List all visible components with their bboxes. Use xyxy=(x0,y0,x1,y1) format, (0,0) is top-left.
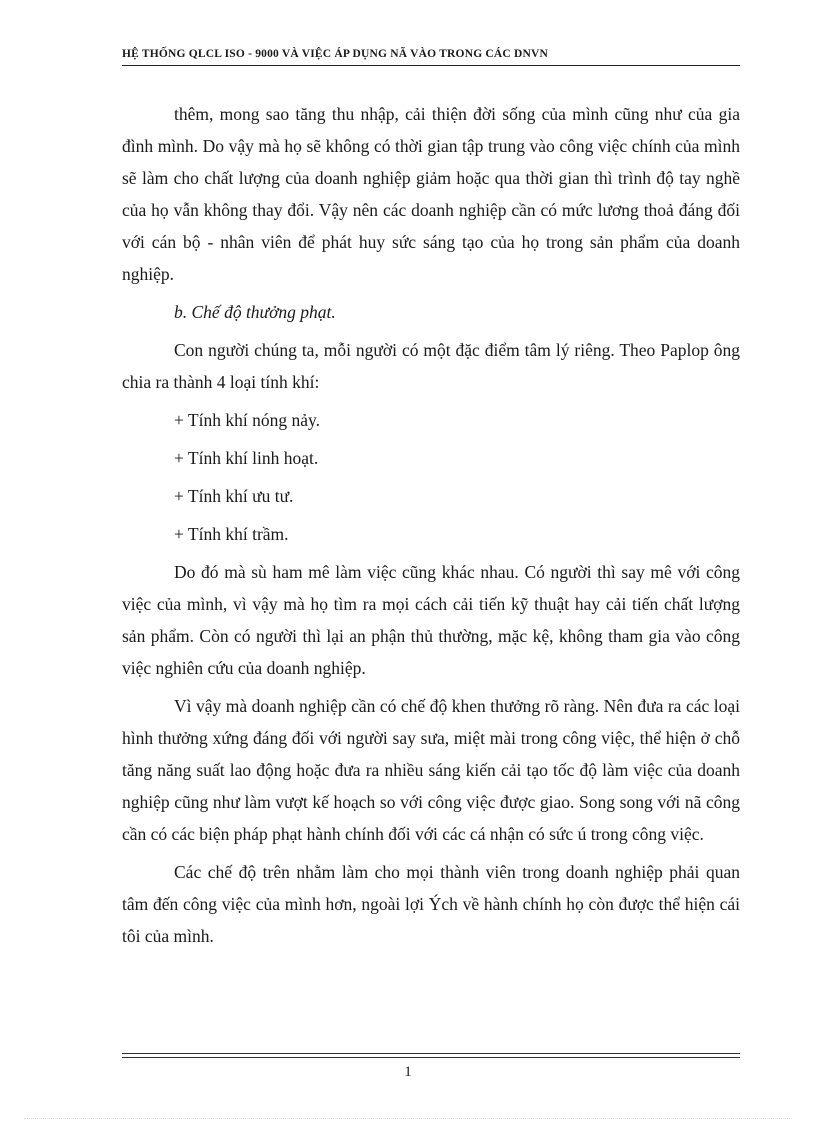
paragraph-1: thêm, mong sao tăng thu nhập, cải thiện đời sống của mình cũng như của gia đình mình. Do vậy mà họ sẽ không có thời gian tập trung vào công việc chính của mình sẽ làm cho chất lượng của doanh nghiệp giảm hoặc qua thời gian thì trình độ tay nghề của họ vẫn không thay đổi. Vậy nên các doanh nghiệp cần có mức lương thoả đáng đối với cán bộ - nhân viên để phát huy sức sáng tạo của họ trong sản phẩm của doanh nghiệp. xyxy=(122,104,740,284)
header-divider xyxy=(122,65,740,66)
list-item: + Tính khí ưu tư. xyxy=(174,486,294,506)
section-subheading: b. Chế độ thưởng phạt. xyxy=(174,302,336,322)
footer-divider-bottom xyxy=(122,1057,740,1058)
list-item: + Tính khí nóng nảy. xyxy=(174,410,320,430)
footer-divider-top xyxy=(122,1053,740,1054)
document-body xyxy=(122,98,740,958)
list-item: + Tính khí trầm. xyxy=(174,524,289,544)
paragraph-2: Con người chúng ta, mỗi người có một đặc điểm tâm lý riêng. Theo Paplop ông chia ra thành 4 loại tính khí: xyxy=(122,340,740,392)
page-edge-dotted-line xyxy=(24,1118,792,1119)
list-item: + Tính khí linh hoạt. xyxy=(174,448,319,468)
paragraph-3: Do đó mà sù ham mê làm việc cũng khác nhau. Có người thì say mê với công việc của mình, vì vậy mà họ tìm ra mọi cách cải tiến kỹ thuật hay cải tiến chất lượng sản phẩm. Còn có người thì lại an phận thủ thường, mặc kệ, không tham gia vào công việc nghiên cứu của doanh nghiệp. xyxy=(122,562,740,678)
page-header: HỆ THỐNG QLCL ISO - 9000 VÀ VIỆC ÁP DỤNG NÃ VÀO TRONG CÁC DNVN xyxy=(122,48,549,60)
paragraph-5: Các chế độ trên nhằm làm cho mọi thành viên trong doanh nghiệp phải quan tâm đến công việc của mình hơn, ngoài lợi Ých về hành chính họ còn được thể hiện cái tôi của mình. xyxy=(122,862,740,946)
paragraph-4: Vì vậy mà doanh nghiệp cần có chế độ khen thưởng rõ ràng. Nên đưa ra các loại hình thưởng xứng đáng đối với người say sưa, miệt mài trong công việc, thể hiện ở chỗ tăng năng suất lao động hoặc đưa ra nhiều sáng kiến cải tạo tốc độ làm việc của doanh nghiệp cũng như làm vượt kế hoạch so với công việc được giao. Song song với nã công cần có các biện pháp phạt hành chính đối với các cá nhận có sức ú trong công việc. xyxy=(122,696,740,844)
page-number: 1 xyxy=(404,1064,412,1080)
